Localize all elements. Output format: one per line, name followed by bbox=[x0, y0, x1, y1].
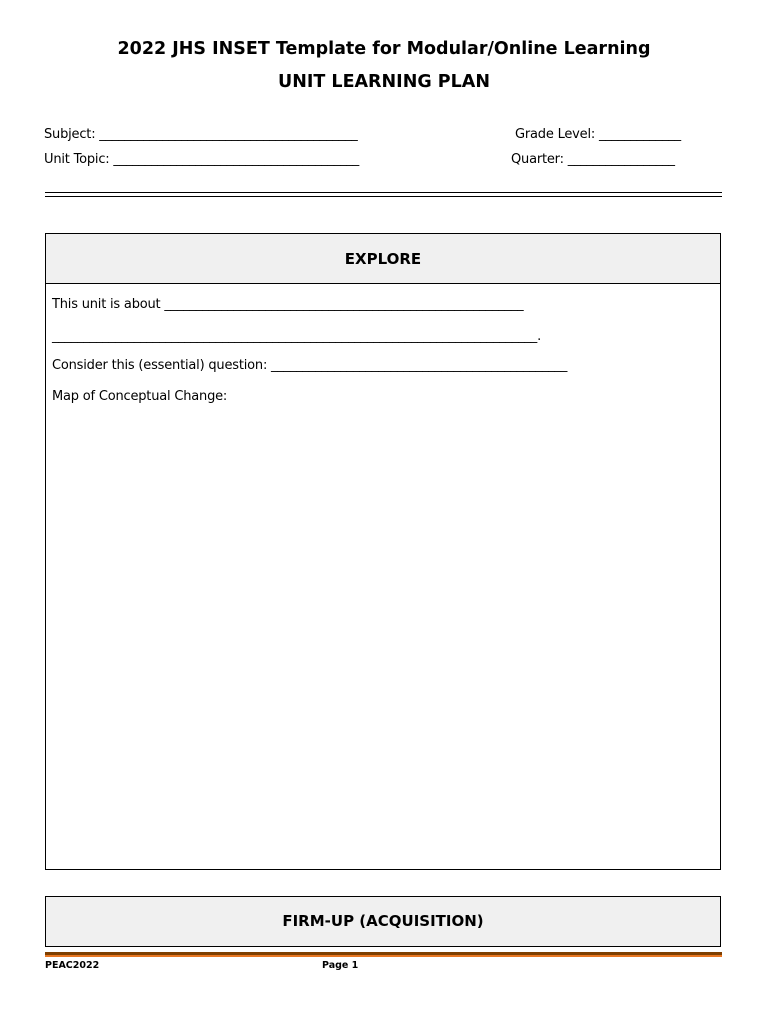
subject-field: Subject: _________________________________________ bbox=[44, 127, 358, 142]
firm-up-section bbox=[45, 896, 721, 947]
unit-about-line: This unit is about _________________________________________________________ bbox=[52, 297, 524, 312]
conceptual-change-map-label: Map of Conceptual Change: bbox=[52, 389, 228, 404]
document-title: 2022 JHS INSET Template for Modular/Online Learning bbox=[117, 39, 651, 59]
footer-rule-orange bbox=[45, 955, 722, 957]
header-divider-bottom bbox=[45, 196, 722, 197]
essential-question-line: Consider this (essential) question: _______________________________________________ bbox=[52, 358, 568, 373]
unit-topic-field: Unit Topic: _______________________________________ bbox=[44, 152, 360, 167]
page-number: Page 1 bbox=[322, 960, 359, 971]
footer-code: PEAC2022 bbox=[45, 960, 100, 971]
explore-section bbox=[45, 233, 721, 870]
header-divider-top bbox=[45, 192, 722, 193]
firm-up-heading: FIRM-UP (ACQUISITION) bbox=[46, 897, 720, 946]
quarter-field: Quarter: _________________ bbox=[511, 152, 675, 167]
unit-about-continuation-line: _____________________________________________________________________________. bbox=[52, 329, 542, 344]
grade-level-field: Grade Level: _____________ bbox=[515, 127, 681, 142]
explore-heading: EXPLORE bbox=[46, 234, 720, 284]
document-subtitle: UNIT LEARNING PLAN bbox=[278, 72, 490, 92]
